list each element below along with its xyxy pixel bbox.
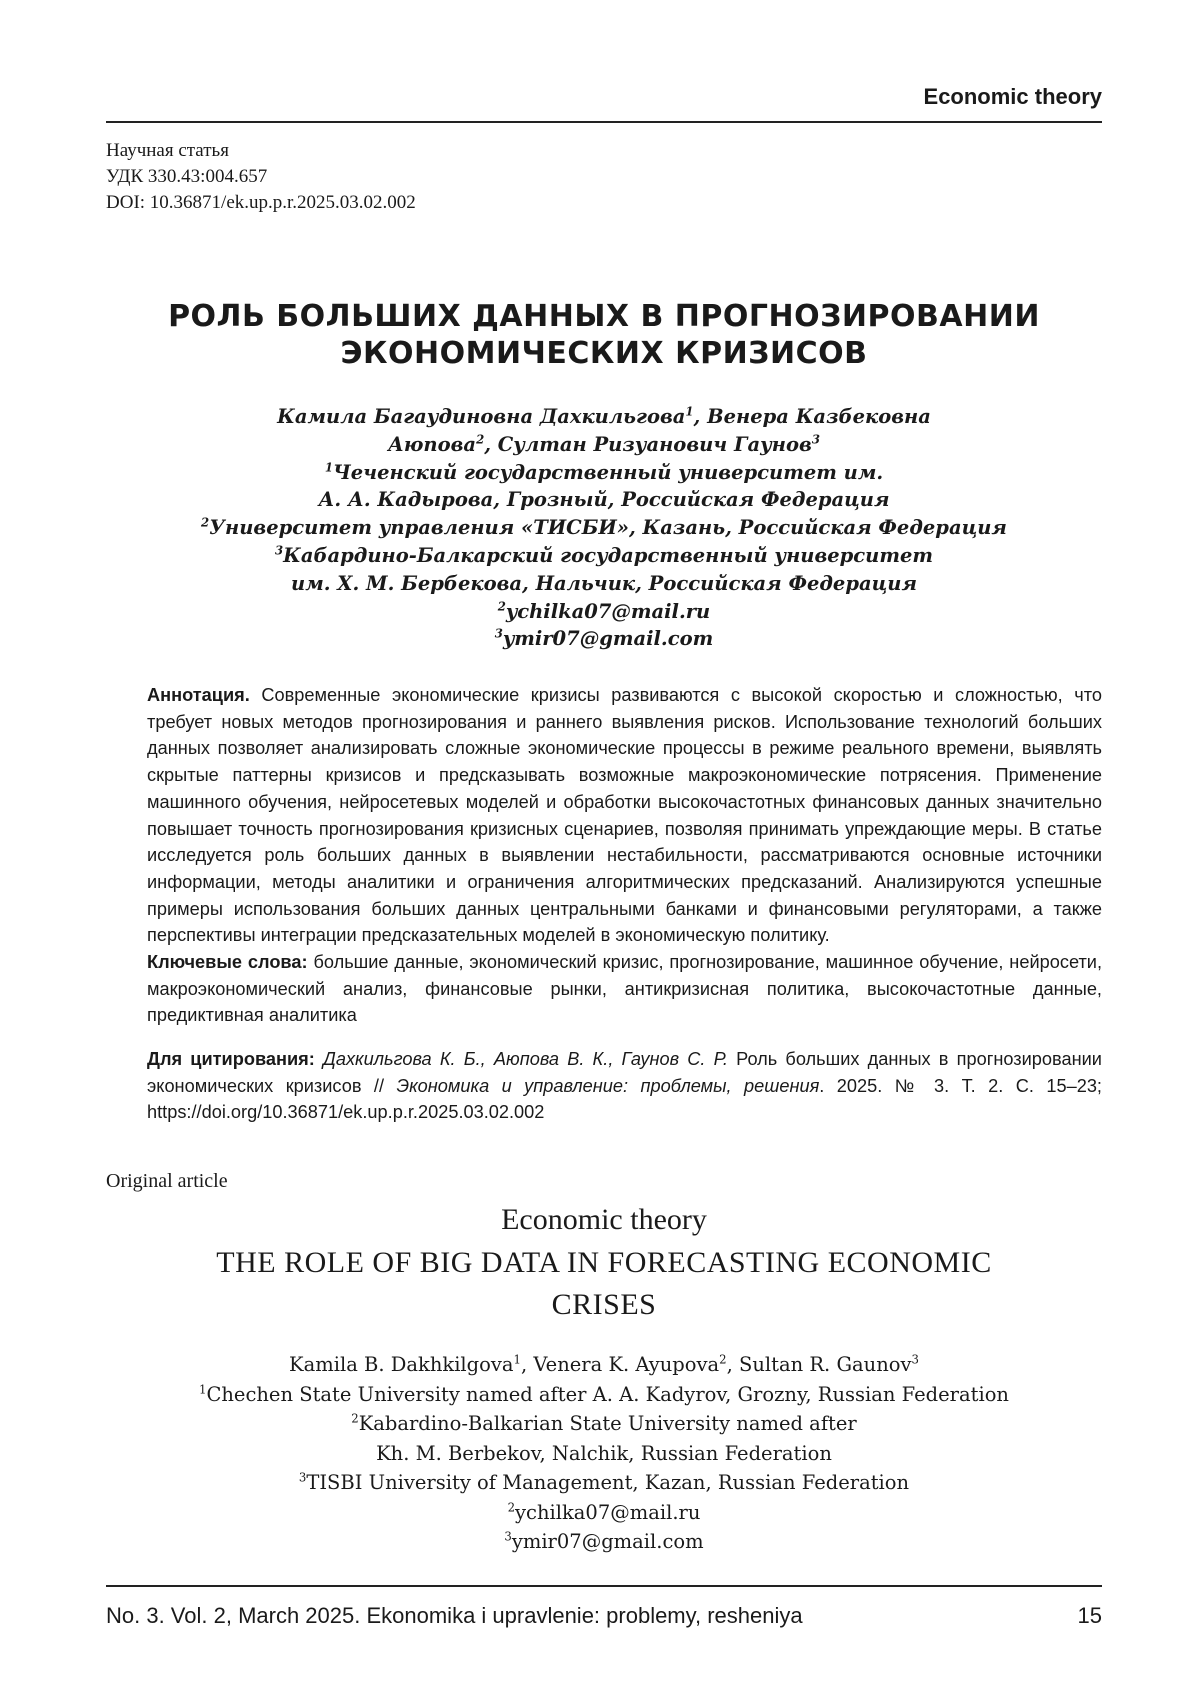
title-line: ЭКОНОМИЧЕСКИХ КРИЗИСОВ xyxy=(340,336,868,371)
citation-authors: Дахкильгова К. Б., Аюпова В. К., Гаунов С. Р. xyxy=(323,1049,728,1069)
abstract-text: Современные экономические кризисы развиваются с высокой скоростью и сложностью, что требует новых методов прогнозирования и раннего выявления рисков. Использование технологий больших данных позволяет анализировать сложные экономические процессы в режиме реального времени, выявлять скрытые паттерны кризисов и предсказывать возможные макроэкономические потрясения. Применение машинного обучения, нейросетевых моделей и обработки высокочастотных финансовых данных значительно повышает точность прогнозирования кризисных сценариев, позволяя принимать упреждающие меры. В статье исследуется роль больших данных в выявлении нестабильности, рассматриваются основные источники информации, методы аналитики и ограничения алгоритмических предсказаний. Анализируются успешные примеры использования больших данных центральными банками и финансовыми регуляторами, а также перспективы интеграции предсказательных моделей в экономическую политику. xyxy=(147,685,1102,946)
title-en xyxy=(106,1200,1102,1324)
abstract-label: Аннотация. xyxy=(147,685,250,705)
citation xyxy=(147,1046,1102,1126)
citation-details: . 2025. № 3. Т. 2. С. 15–23; https://doi.org/10.36871/ek.up.p.r.2025.03.02.002 xyxy=(147,1075,1102,1123)
affiliation: Kabardino-Balkarian State University named after xyxy=(358,1412,857,1435)
affiliation: им. Х. М. Бербекова, Нальчик, Российская Федерация xyxy=(291,571,917,595)
author: Kamila B. Dakhkilgova xyxy=(289,1353,514,1376)
affiliation: TISBI University of Management, Kazan, Russian Federation xyxy=(306,1471,910,1494)
title-line: THE ROLE OF BIG DATA IN FORECASTING ECONOMIC xyxy=(216,1246,992,1279)
authors-en: Kamila B. Dakhkilgova$^1$, Venera K. Ayupova$^2$, Sultan R. Gaunov$^3$ $^1$Chechen State University named after A. A. Kadyrov, Grozny, Russian Federation $^2$Kabardino-Balkarian State University named after Kh. M. Berbekov, Nalchik, Russian Federation $^3$TISBI University of Management, Kazan, Russian Federation $^2$ychilka07@mail.ru $^3$ymir07@gmail.com xyxy=(106,1350,1102,1557)
running-header: Economic theory xyxy=(923,84,1102,109)
keywords: большие данные, экономический кризис, прогнозирование, машинное обучение, нейросети, макроэкономический анализ, финансовые рынки, антикризисная политика, высокочастотные данные, предиктивная аналитика xyxy=(147,952,1102,1026)
affiliation: Chechen State University named after A. A. Kadyrov, Grozny, Russian Federation xyxy=(206,1382,1009,1406)
title-line: РОЛЬ БОЛЬШИХ ДАННЫХ В ПРОГНОЗИРОВАНИИ xyxy=(168,299,1040,334)
citation-title: Роль больших данных в прогнозировании экономических кризисов // xyxy=(147,1049,1102,1096)
author: Султан Ризуанович Гаунов xyxy=(497,432,812,456)
article-type-en: Original article xyxy=(106,1170,228,1192)
author: Венера Казбековна xyxy=(707,405,931,428)
page-number: 15 xyxy=(1077,1603,1102,1628)
doi: DOI: 10.36871/ek.up.p.r.2025.03.02.002 xyxy=(106,192,416,213)
author: Sultan R. Gaunov xyxy=(739,1353,912,1376)
author: Venera K. Ayupova xyxy=(533,1353,720,1376)
footer-rule xyxy=(106,1585,1102,1587)
abstract xyxy=(147,682,1102,1029)
authors-ru: Камила Багаудиновна Дахкильгова$^1$, Венера Казбековна Аюпова$^2$, Султан Ризуанович Гаунов$^3$ $^1$Чеченский государственный университет им. А. А. Кадырова, Грозный, Российская Федерация $^2$Университет управления «ТИСБИ», Казань, Российская Федерация $^3$Кабардино-Балкарский государственный университет им. Х. М. Бербекова, Нальчик, Российская Федерация $^2$ychilka07@mail.ru $^3$ymir07@gmail.com xyxy=(106,403,1102,653)
article-meta xyxy=(106,138,416,216)
affiliation: Университет управления «ТИСБИ», Казань, Российская Федерация xyxy=(209,516,1007,540)
section-en: Economic theory xyxy=(501,1203,707,1236)
citation-label: Для цитирования: xyxy=(147,1049,315,1069)
affiliation: А. А. Кадырова, Грозный, Российская Федерация xyxy=(318,488,890,512)
affiliation: Чеченский государственный университет им. xyxy=(332,460,884,484)
footer-journal: No. 3. Vol. 2, March 2025. Ekonomika i upravlenie: problemy, resheniya xyxy=(106,1603,803,1628)
keywords-label: Ключевые слова: xyxy=(147,952,308,973)
header-rule xyxy=(106,121,1102,123)
email-link[interactable]: ymir07@gmail.com xyxy=(502,627,714,651)
affiliation: Кабардино-Балкарский государственный университет xyxy=(283,543,934,567)
citation-journal: Экономика и управление: проблемы, решения xyxy=(396,1075,820,1096)
title-line: CRISES xyxy=(551,1288,657,1321)
email-link[interactable]: ychilka07@mail.ru xyxy=(515,1500,701,1524)
udc: УДК 330.43:004.657 xyxy=(106,166,268,187)
author: Аюпова xyxy=(388,432,477,456)
email-link[interactable]: ychilka07@mail.ru xyxy=(505,599,711,623)
title-ru xyxy=(106,298,1102,372)
author: Камила Багаудиновна Дахкильгова xyxy=(277,405,686,428)
email-link[interactable]: ymir07@gmail.com xyxy=(511,1530,704,1553)
affiliation: Kh. M. Berbekov, Nalchik, Russian Federation xyxy=(376,1441,832,1465)
article-type: Научная статья xyxy=(106,140,229,161)
footer xyxy=(106,1603,1102,1629)
